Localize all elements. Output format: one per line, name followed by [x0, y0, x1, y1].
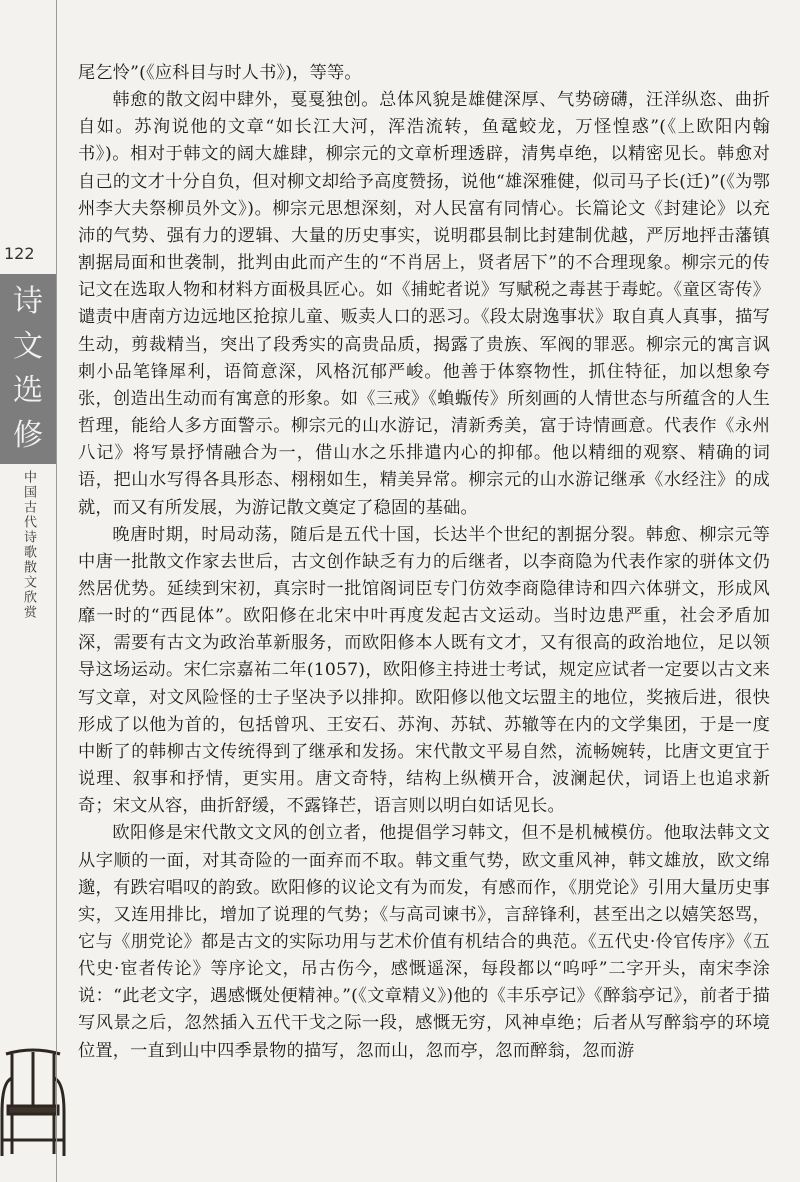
- series-char-3: 选: [13, 373, 43, 409]
- paragraph-han-liu: 韩愈的散文闳中肆外，戛戛独创。总体风貌是雄健深厚、气势磅礴，汪洋纵恣、曲折自如。苏洵说他的文章“如长江大河，浑浩流转，鱼鼋蛟龙，万怪惶惑”(《上欧阳内翰书》)。相对于韩文的阔大雄肆，柳宗元的文章析理透辟，清隽卓绝，以精密见长。韩愈对自己的文才十分自负，但对柳文却给予高度赞扬，说他“雄深雅健，似司马子长(迁)”(《为鄂州李大夫祭柳员外文》)。柳宗元思想深刻，对人民富有同情心。长篇论文《封建论》以充沛的气势、强有力的逻辑、大量的历史事实，说明郡县制比封建制优越，严厉地抨击藩镇割据局面和世袭制，批判由此而产生的“不肖居上，贤者居下”的不合理现象。柳宗元的传记文在选取人物和材料方面极具匠心。如《捕蛇者说》写赋税之毒甚于毒蛇。《童区寄传》谴责中唐南方边远地区抢掠儿童、贩卖人口的恶习。《段太尉逸事状》取自真人真事，描写生动，剪裁精当，突出了段秀实的高贵品质，揭露了贵族、军阀的罪恶。柳宗元的寓言讽刺小品笔锋犀利，语简意深，风格沉郁严峻。他善于体察物性，抓住特征，加以想象夸张，创造出生动而有寓意的形象。如《三戒》《蝜蝂传》所刻画的人情世态与所蕴含的人生哲理，能给人多方面警示。柳宗元的山水游记，清新秀美，富于诗情画意。代表作《永州八记》将写景抒情融合为一，借山水之乐排遣内心的抑郁。他以精细的观察、精确的词语，把山水写得各具形态、栩栩如生，精美异常。柳宗元的山水游记继承《水经注》的成就，而又有所发展，为游记散文奠定了稳固的基础。: [78, 90, 770, 518]
- series-char-1: 诗: [13, 284, 43, 320]
- series-char-4: 修: [13, 417, 43, 453]
- paragraph-ouyang-xiu: 欧阳修是宋代散文文风的创立者，他提倡学习韩文，但不是机械模仿。他取法韩文文从字顺的一面，对其奇险的一面弃而不取。韩文重气势，欧文重风神，韩文雄放，欧文绵邈，有跌宕唱叹的韵致。欧阳修的议论文有为而发，有感而作，《朋党论》引用大量历史事实，又连用排比，增加了说理的气势；《与高司谏书》，言辞锋利，甚至出之以嬉笑怒骂，它与《朋党论》都是古文的实际功用与艺术价值有机结合的典范。《五代史·伶官传序》《五代史·宦者传论》等序论文，吊古伤今，感慨遥深，每段都以“呜呼”二字开头，南宋李涂说：“此老文字，遇感慨处便精神。”(《文章精义》)他的《丰乐亭记》《醉翁亭记》，前者于描写风景之后，忽然插入五代干戈之际一段，感慨无穷，风神卓绝；后者从写醉翁亭的环境位置，一直到山中四季景物的描写，忽而山，忽而亭，忽而醉翁，忽而游: [78, 823, 770, 1061]
- paragraph-continuation: 尾乞怜”(《应科目与时人书》)，等等。: [78, 63, 362, 83]
- body-text: [78, 60, 770, 1065]
- book-title: 中国古代诗歌散文欣赏: [21, 470, 36, 620]
- margin-rule: [56, 0, 57, 1182]
- series-title-block: [0, 274, 56, 464]
- paragraph-late-tang-song: 晚唐时期，时局动荡，随后是五代十国，长达半个世纪的割据分裂。韩愈、柳宗元等中唐一批散文作家去世后，古文创作缺乏有力的后继者，以李商隐为代表作家的骈体文仍然居优势。延续到宋初，真宗时一批馆阁词臣专门仿效李商隐律诗和四六体骈文，形成风靡一时的“西昆体”。欧阳修在北宋中叶再度发起古文运动。当时边患严重，社会矛盾加深，需要有古文为政治革新服务，而欧阳修本人既有文才，又有很高的政治地位，足以领导这场运动。宋仁宗嘉祐二年(1057)，欧阳修主持进士考试，规定应试者一定要以古文来写文章，对文风险怪的士子坚决予以排抑。欧阳修以他文坛盟主的地位，奖掖后进，很快形成了以他为首的，包括曾巩、王安石、苏洵、苏轼、苏辙等在内的文学集团，于是一度中断了的韩柳古文传统得到了继承和发扬。宋代散文平易自然，流畅婉转，比唐文更宜于说理、叙事和抒情，更实用。唐文奇特，结构上纵横开合，波澜起伏，词语上也追求新奇；宋文从容，曲折舒缓，不露锋芒，语言则以明白如话见长。: [78, 524, 770, 817]
- page-margin-sidebar: [0, 0, 56, 1182]
- page-number: 122: [4, 244, 35, 263]
- series-char-2: 文: [13, 328, 43, 364]
